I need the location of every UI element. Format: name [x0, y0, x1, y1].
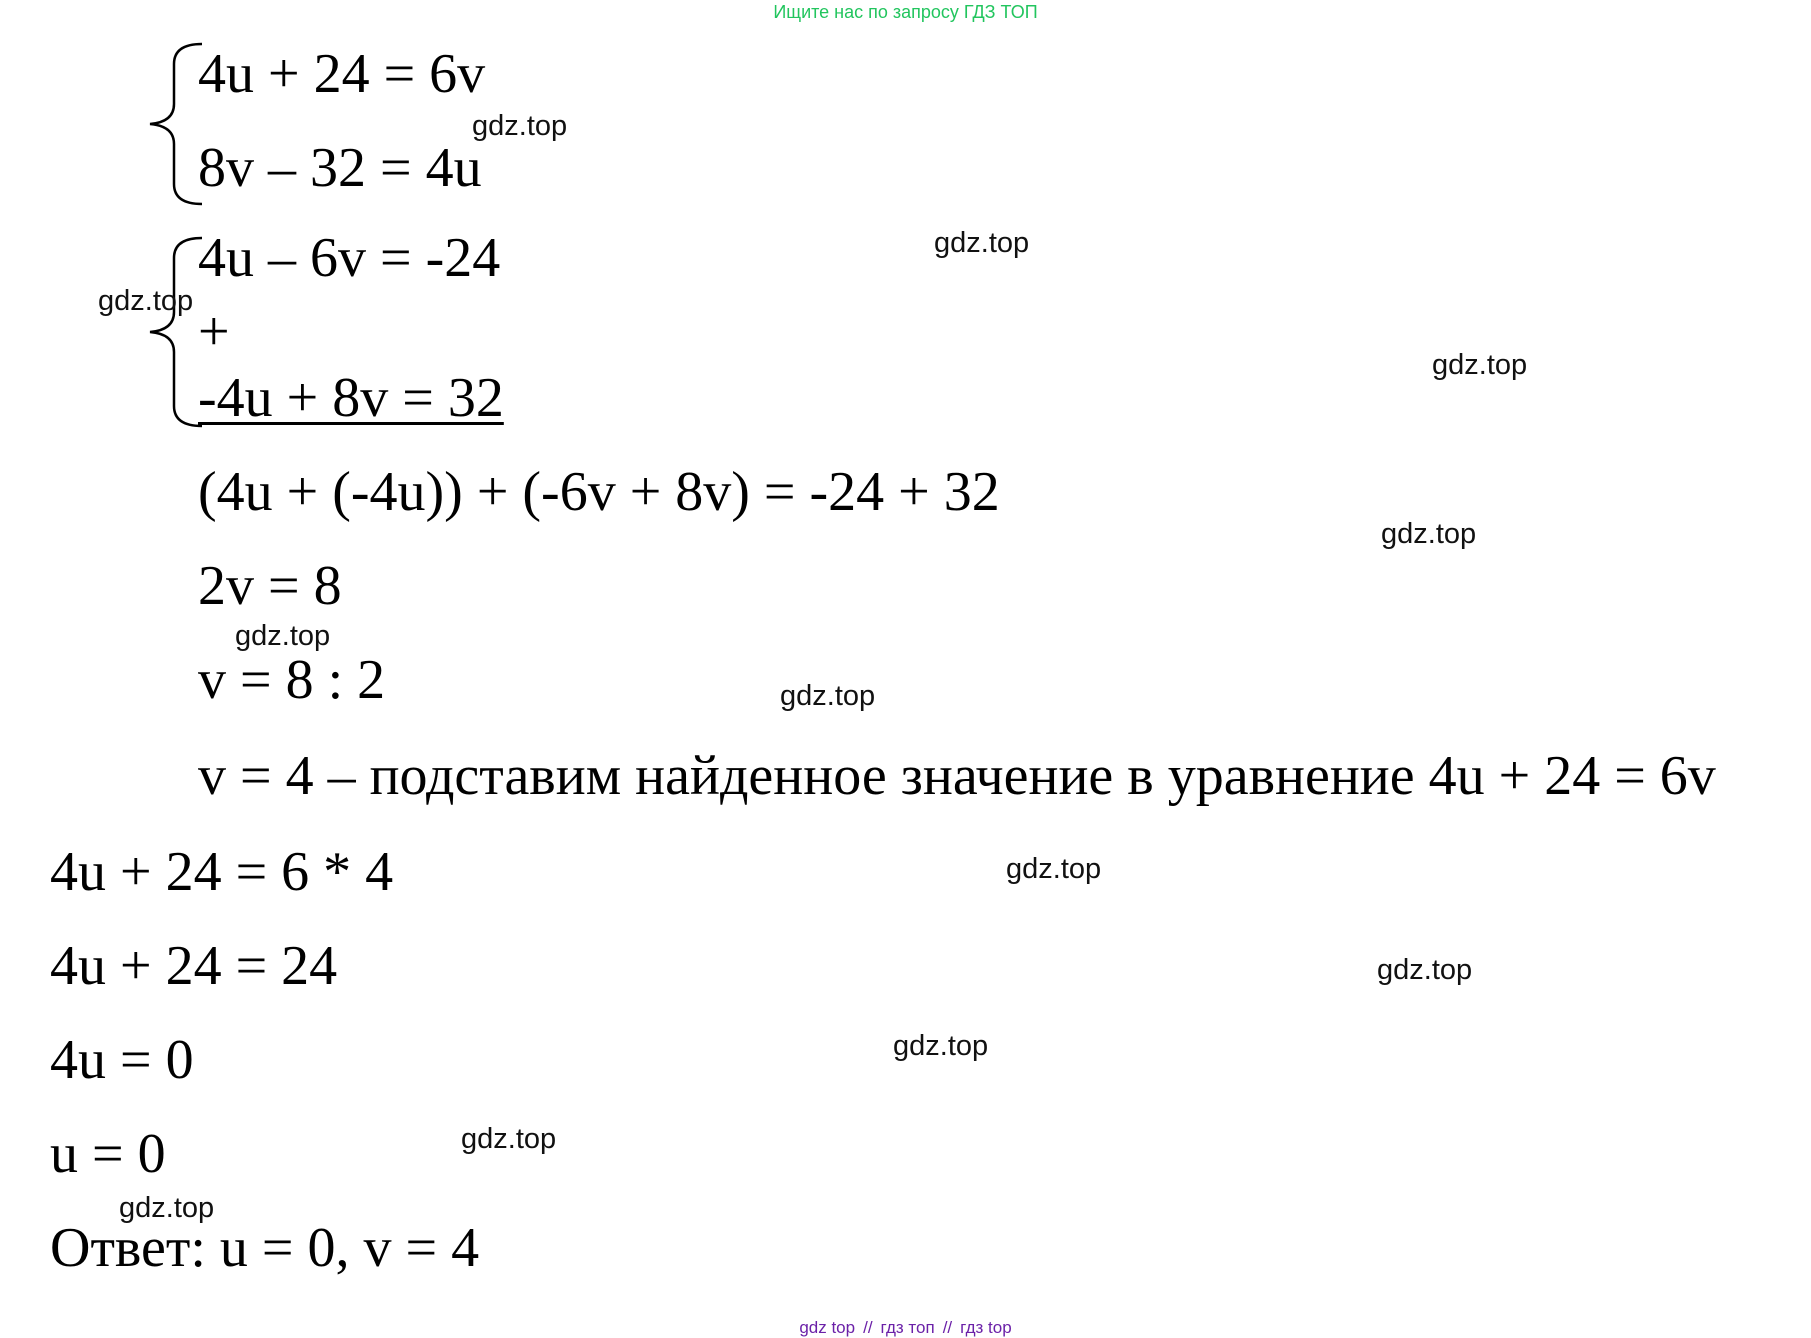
watermark: gdz.top	[893, 1030, 989, 1062]
step-substitute: 4u + 24 = 6 * 4	[50, 841, 394, 903]
footer-link-gdz-top-mixed[interactable]: гдз top	[960, 1318, 1012, 1337]
system1-line2: 8v – 32 = 4u	[198, 137, 482, 199]
system2-plus: +	[198, 301, 230, 363]
watermark: gdz.top	[934, 227, 1030, 259]
watermark: gdz.top	[780, 680, 876, 712]
step-two-v: 2v = 8	[198, 555, 342, 617]
watermark: gdz.top	[1432, 349, 1528, 381]
system-brace-2	[140, 234, 204, 430]
step-v-value: v = 4 – подставим найденное значение в уравнение 4u + 24 = 6v	[198, 745, 1716, 807]
top-banner[interactable]: Ищите нас по запросу ГДЗ ТОП	[773, 2, 1038, 22]
step-sum: (4u + (-4u)) + (-6v + 8v) = -24 + 32	[198, 461, 1000, 523]
bottom-banner	[0, 1318, 1811, 1338]
step-four-u: 4u = 0	[50, 1029, 194, 1091]
system-brace-1	[140, 40, 204, 208]
watermark: gdz.top	[119, 1192, 215, 1224]
watermark: gdz.top	[1006, 853, 1102, 885]
watermark: gdz.top	[1377, 954, 1473, 986]
step-u-value: u = 0	[50, 1123, 166, 1185]
footer-separator: //	[863, 1318, 873, 1337]
watermark: gdz.top	[461, 1123, 557, 1155]
step-simplify: 4u + 24 = 24	[50, 935, 338, 997]
footer-separator: //	[942, 1318, 953, 1337]
footer-link-gdz-top[interactable]: gdz top	[799, 1318, 856, 1337]
watermark: gdz.top	[1381, 518, 1477, 550]
watermark: gdz.top	[235, 620, 331, 652]
step-v-div: v = 8 : 2	[198, 649, 386, 711]
system1-line1: 4u + 24 = 6v	[198, 43, 486, 105]
answer: Ответ: u = 0, v = 4	[50, 1217, 480, 1279]
system2-line2: -4u + 8v = 32	[198, 367, 504, 429]
footer-link-gdz-top-ru[interactable]: гдз топ	[880, 1318, 935, 1337]
watermark: gdz.top	[98, 285, 194, 317]
watermark: gdz.top	[472, 110, 568, 142]
system2-line1: 4u – 6v = -24	[198, 227, 501, 289]
